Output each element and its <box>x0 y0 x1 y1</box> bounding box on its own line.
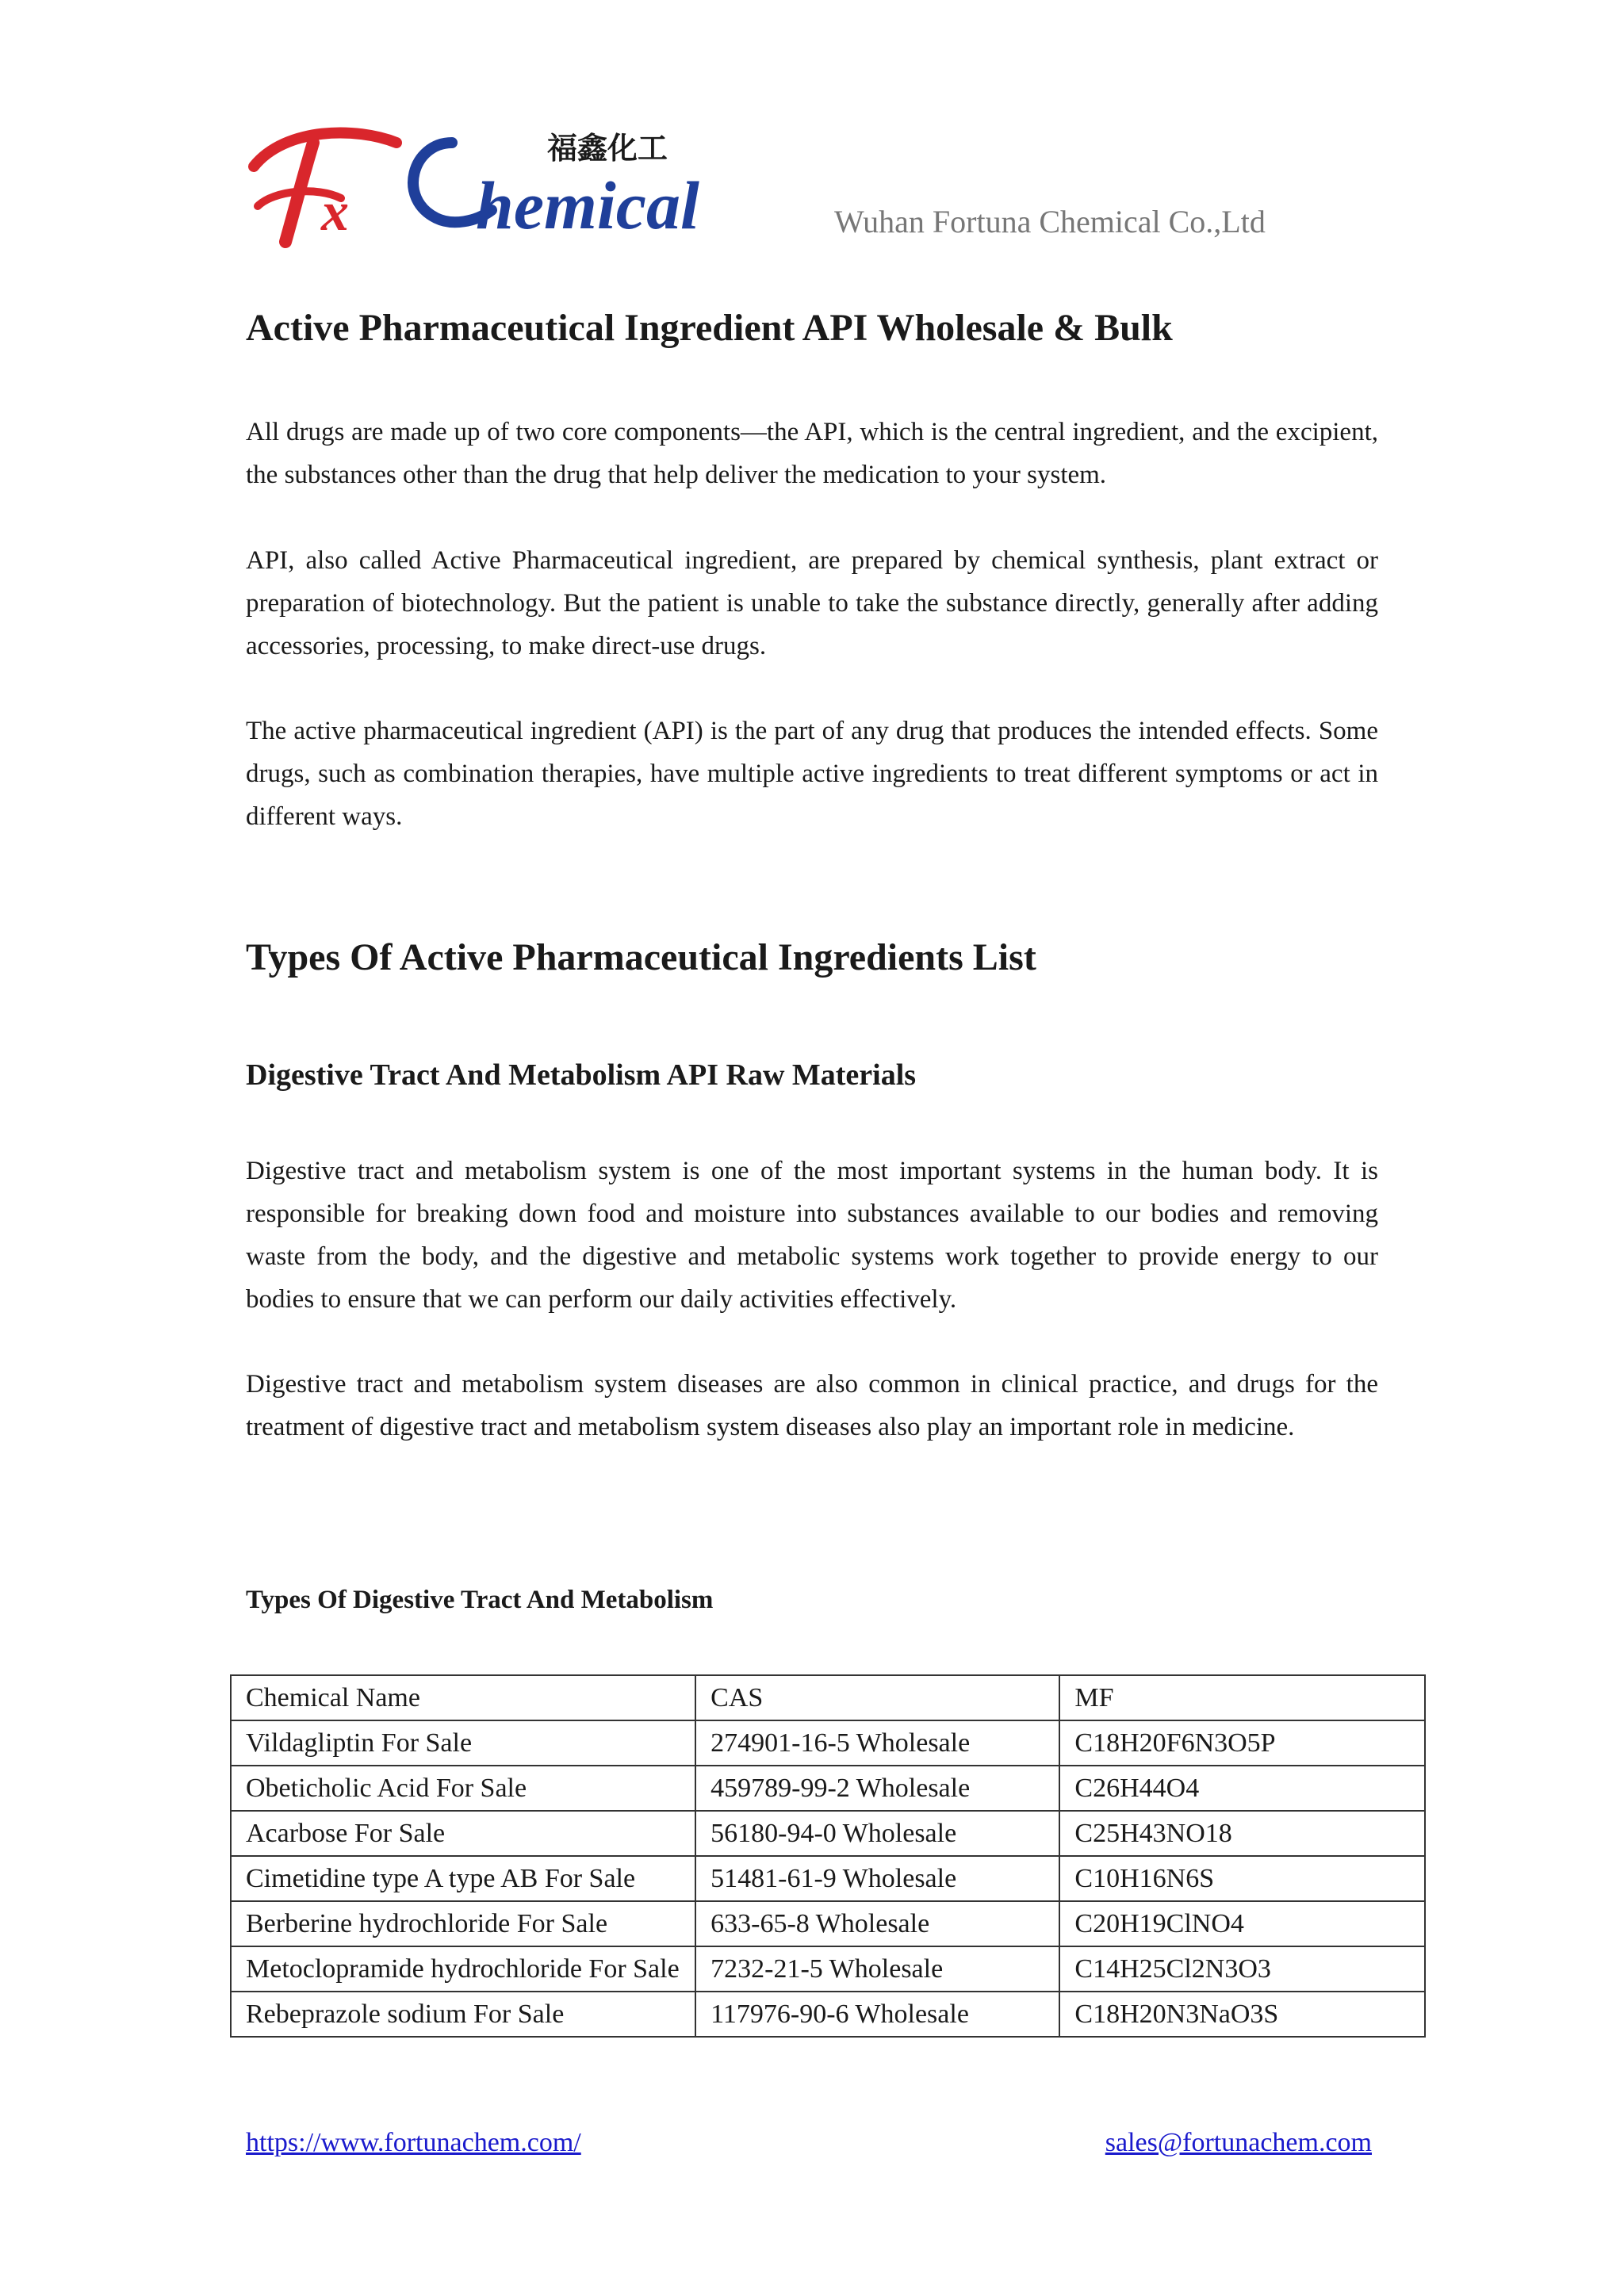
svg-text:福鑫化工: 福鑫化工 <box>547 131 668 166</box>
table-header-row <box>231 1675 1425 1720</box>
table-row <box>231 1946 1425 1992</box>
website-link[interactable]: https://www.fortunachem.com/ <box>246 2128 581 2157</box>
cell-mf: C20H19ClNO4 <box>1059 1901 1425 1946</box>
cell-mf: C25H43NO18 <box>1059 1811 1425 1856</box>
cell-mf: C26H44O4 <box>1059 1766 1425 1811</box>
header-cas: CAS <box>695 1675 1059 1720</box>
table-row <box>231 1992 1425 2037</box>
intro-paragraph-1: All drugs are made up of two core components—the API, which is the central ingredient, and the excipient, the substances other than the drug that help deliver the medication to your system. <box>246 418 1378 489</box>
intro-paragraph-2: API, also called Active Pharmaceutical ingredient, are prepared by chemical synthesis, plant extract or preparation of biotechnology. But the patient is unable to take the substance directly, generally after adding accessories, processing, to make direct-use drugs. <box>246 546 1378 660</box>
table-row <box>231 1766 1425 1811</box>
email-link[interactable]: sales@fortunachem.com <box>1105 2128 1372 2157</box>
cell-chemical-name: Obeticholic Acid For Sale <box>231 1766 695 1811</box>
cell-chemical-name: Cimetidine type A type AB For Sale <box>231 1856 695 1901</box>
page-title: Active Pharmaceutical Ingredient API Wholesale & Bulk <box>246 307 1173 349</box>
header-chemical-name: Chemical Name <box>231 1675 695 1720</box>
cell-chemical-name: Metoclopramide hydrochloride For Sale <box>231 1946 695 1992</box>
table-title: Types Of Digestive Tract And Metabolism <box>246 1586 714 1614</box>
company-logo <box>238 111 745 254</box>
subsection-paragraph-1: Digestive tract and metabolism system is one of the most important systems in the human body. It is responsible for breaking down food and moisture into substances available to our bodies and removing waste from the body, and the digestive and metabolic systems work together to provide energy to our bodies to ensure that we can perform our daily activities effectively. <box>246 1157 1378 1314</box>
cell-mf: C10H16N6S <box>1059 1856 1425 1901</box>
cell-cas: 7232-21-5 Wholesale <box>695 1946 1059 1992</box>
cell-chemical-name: Rebeprazole sodium For Sale <box>231 1992 695 2037</box>
svg-text:x: x <box>321 182 349 243</box>
cell-cas: 274901-16-5 Wholesale <box>695 1720 1059 1766</box>
cell-mf: C18H20F6N3O5P <box>1059 1720 1425 1766</box>
subsection-title: Digestive Tract And Metabolism API Raw Materials <box>246 1058 917 1092</box>
company-name: Wuhan Fortuna Chemical Co.,Ltd <box>834 204 1266 239</box>
cell-chemical-name: Vildagliptin For Sale <box>231 1720 695 1766</box>
header-mf: MF <box>1059 1675 1425 1720</box>
cell-cas: 56180-94-0 Wholesale <box>695 1811 1059 1856</box>
chemical-table <box>230 1674 1426 2038</box>
cell-chemical-name: Berberine hydrochloride For Sale <box>231 1901 695 1946</box>
cell-cas: 51481-61-9 Wholesale <box>695 1856 1059 1901</box>
cell-mf: C14H25Cl2N3O3 <box>1059 1946 1425 1992</box>
svg-text:hemical: hemical <box>476 167 699 243</box>
fx-chemical-logo-icon <box>238 111 745 254</box>
subsection-paragraph-2: Digestive tract and metabolism system diseases are also common in clinical practice, and drugs for the treatment of digestive tract and metabolism system diseases also play an important role in medicine. <box>246 1370 1378 1441</box>
table-row <box>231 1856 1425 1901</box>
cell-cas: 459789-99-2 Wholesale <box>695 1766 1059 1811</box>
section-title: Types Of Active Pharmaceutical Ingredients List <box>246 936 1036 978</box>
cell-mf: C18H20N3NaO3S <box>1059 1992 1425 2037</box>
cell-cas: 117976-90-6 Wholesale <box>695 1992 1059 2037</box>
cell-chemical-name: Acarbose For Sale <box>231 1811 695 1856</box>
table-row <box>231 1811 1425 1856</box>
cell-cas: 633-65-8 Wholesale <box>695 1901 1059 1946</box>
table-row <box>231 1720 1425 1766</box>
table-row <box>231 1901 1425 1946</box>
intro-paragraph-3: The active pharmaceutical ingredient (API) is the part of any drug that produces the intended effects. Some drugs, such as combination therapies, have multiple active ingredients to treat different symptoms or act in different ways. <box>246 717 1378 831</box>
